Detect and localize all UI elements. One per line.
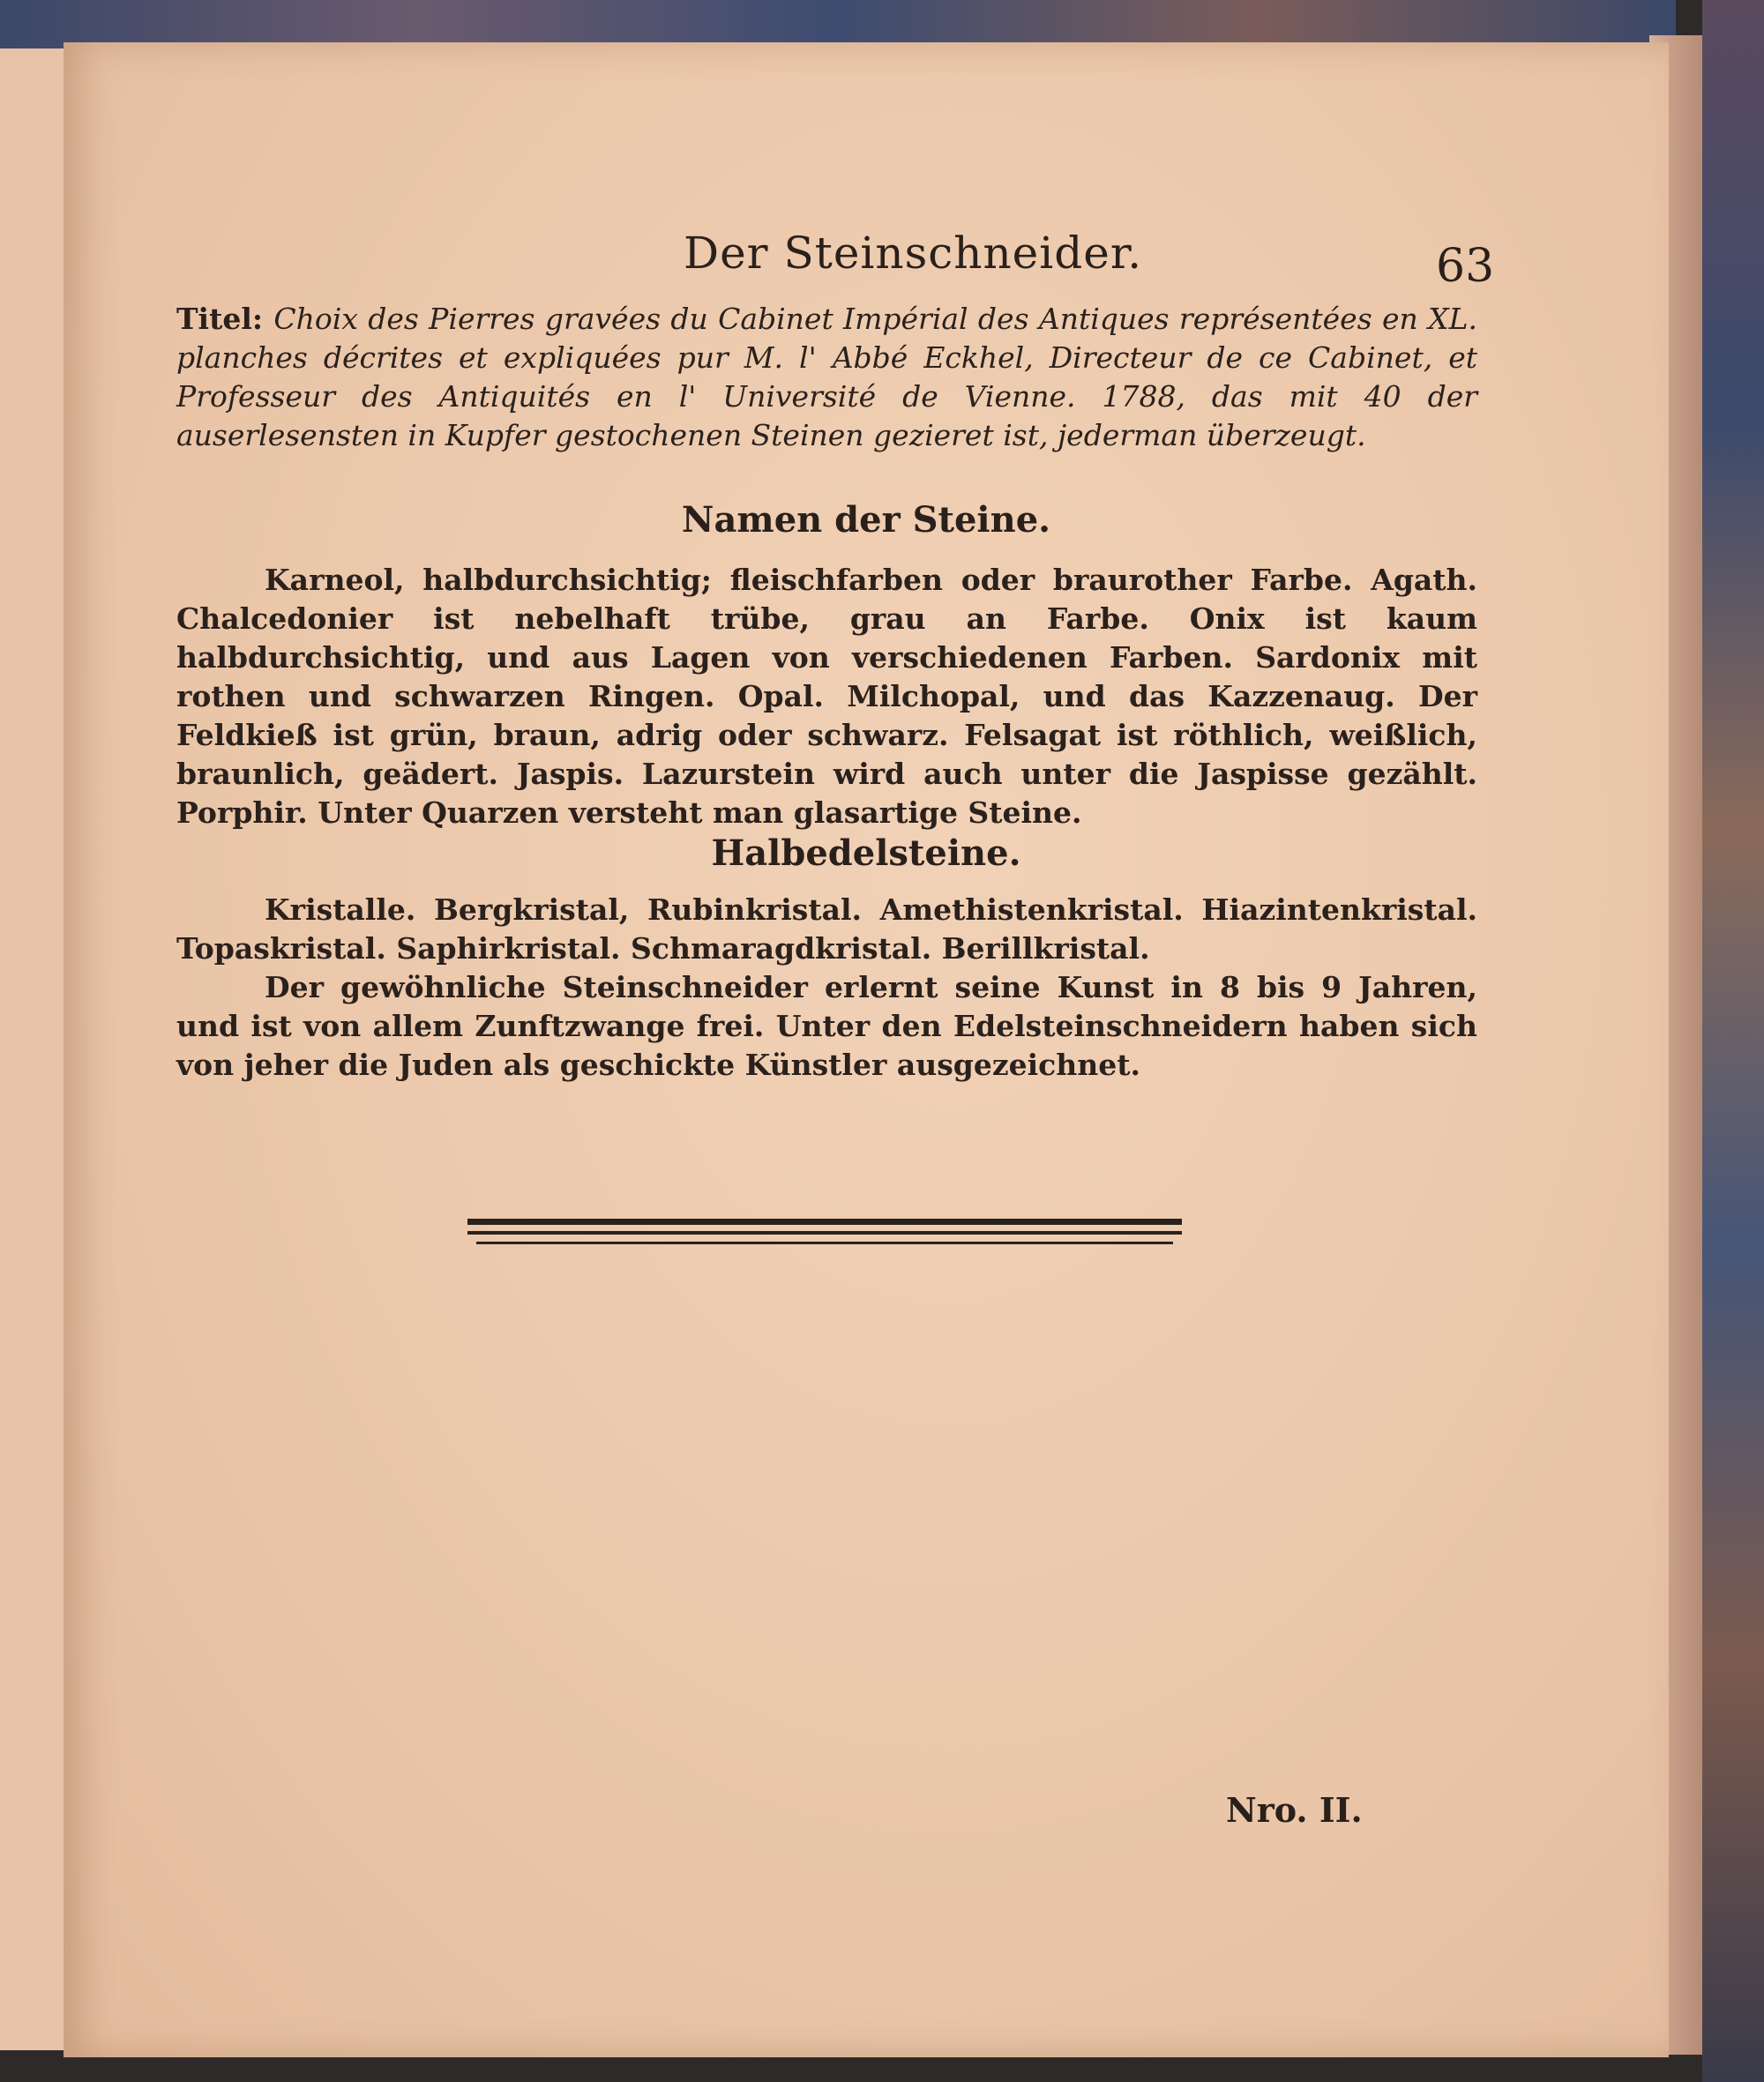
divider-rule-thin xyxy=(476,1242,1173,1244)
section-text-names: Karneol, halbdurchsichtig; fleischfarben oder braurother Farbe. Agath. Chalcedonier ist nebelhaft trübe, grau an Farbe. Onix ist kaum halbdurchsichtig, und aus Lagen von verschiedenen Farben. Sardonix mit rothen und schwarzen Ringen. Opal. Milchopal, und das Kazzenaug. Der Feldkieß ist grün, braun, adrig oder schwarz. Felsagat ist röthlich, weißlich, braunlich, geädert. Jaspis. Lazurstein wird auch unter die Jaspisse gezählt. Porphir. Unter Quarzen versteht man glasartige Steine. xyxy=(176,563,1477,830)
section-heading-names: Namen der Steine. xyxy=(681,499,1051,541)
divider-rule-thick xyxy=(467,1219,1182,1225)
intro-paragraph xyxy=(176,300,1477,455)
catchword: Nro. II. xyxy=(1226,1790,1363,1830)
left-page-edge xyxy=(0,49,68,2050)
divider-rule-middle xyxy=(467,1231,1182,1235)
section-text-kristalle: Kristalle. Bergkristal, Rubinkristal. Amethistenkristal. Hiazintenkristal. Topaskristal. Saphirkristal. Schmaragdkristal. Berillkristal. xyxy=(176,892,1477,966)
section-heading-halbedelsteine: Halbedelsteine. xyxy=(711,832,1021,874)
intro-text: Choix des Pierres gravées du Cabinet Impérial des Antiques représentées en XL. planches décrites et expliquées pur M. l' Abbé Eckhel, Directeur de ce Cabinet, et Professeur des Antiquités en l' Université de Vienne. 1788, das mit 40 der auserlesensten in Kupfer gestochenen Steinen gezieret ist, jederman überzeugt. xyxy=(176,302,1477,452)
running-header: Der Steinschneider. xyxy=(684,228,1143,279)
intro-lead: Titel: xyxy=(176,302,274,336)
section-text-steinschneider: Der gewöhnliche Steinschneider erlernt seine Kunst in 8 bis 9 Jahren, und ist von allem Zunftzwange frei. Unter den Edelsteinschneidern haben sich von jeher die Juden als geschickte Künstler ausgezeichnet. xyxy=(176,970,1477,1082)
page-number: 63 xyxy=(1436,240,1495,293)
book-cover-right xyxy=(1702,0,1764,2082)
